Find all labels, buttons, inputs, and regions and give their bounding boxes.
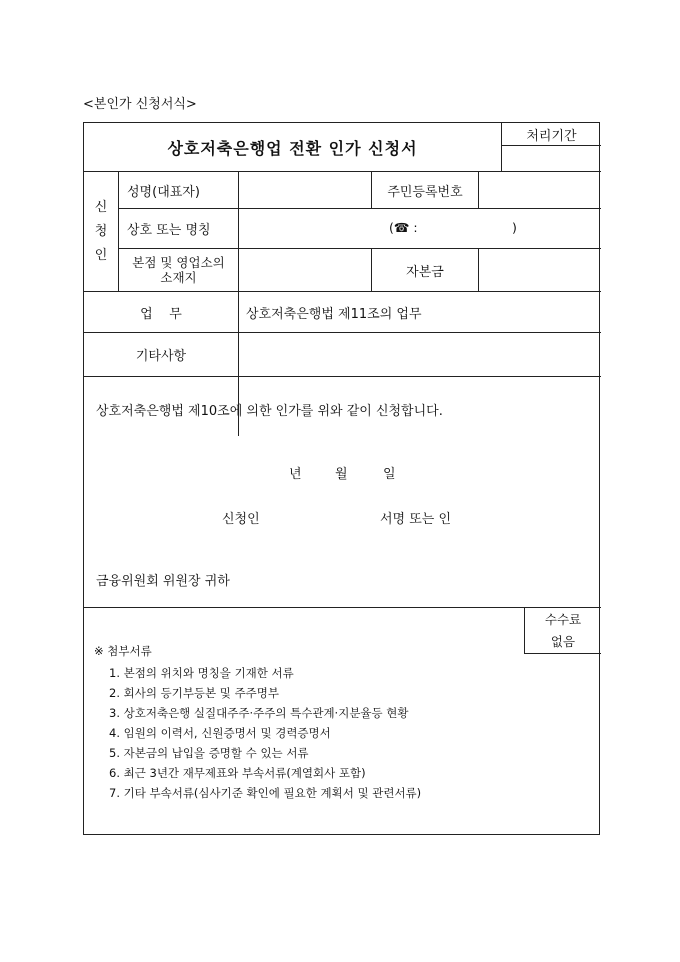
form-title: 상호저축은행업 전환 인가 신청서 [167, 138, 418, 158]
business-label: 업 무 [140, 306, 182, 322]
form-caption: <본인가 신청서식> [83, 97, 197, 112]
processing-period-label: 처리기간 [526, 128, 577, 144]
address-label: 본점 및 영업소의 소재지 [132, 255, 225, 285]
attachment-item: 6. 최근 3년간 재무제표와 부속서류(계열회사 포함) [109, 766, 366, 780]
applicant-side-char: 신 [94, 199, 108, 215]
attachment-item: 7. 기타 부속서류(심사기준 확인에 필요한 계획서 및 관련서류) [109, 786, 422, 800]
application-statement: 상호저축은행법 제10조에 의한 인가를 위와 같이 신청합니다. [96, 404, 443, 419]
business-value: 상호저축은행법 제11조의 업무 [246, 306, 422, 322]
date-year: 년 [289, 467, 302, 482]
resident-id-value [479, 172, 601, 208]
name-label: 성명(대표자) [127, 184, 200, 200]
attachments-title: ※ 첨부서류 [94, 644, 152, 658]
signature-label: 서명 또는 인 [380, 512, 452, 527]
address-value [239, 249, 371, 291]
divider [524, 653, 601, 654]
divider [84, 376, 601, 377]
attachment-item: 2. 회사의 등기부등본 및 주주명부 [109, 686, 280, 700]
fee-label: 수수료 [544, 612, 582, 627]
phone-close: ) [512, 220, 517, 235]
applicant-sign-label: 신청인 [222, 512, 260, 527]
addressee: 금융위원회 위원장 귀하 [96, 574, 230, 589]
name-value [239, 172, 371, 208]
applicant-side-char: 청 [94, 223, 108, 239]
other-label: 기타사항 [135, 349, 187, 364]
capital-label: 자본금 [406, 264, 444, 280]
processing-period-value [502, 146, 601, 171]
other-value [239, 333, 601, 376]
phone-open: (☎ : [389, 220, 418, 235]
attachment-item: 3. 상호저축은행 실질대주주·주주의 특수관계·지분율등 현황 [109, 706, 409, 720]
application-form [83, 122, 600, 835]
capital-value [479, 249, 601, 291]
trade-name-label: 상호 또는 명칭 [127, 223, 211, 238]
date-day: 일 [383, 467, 396, 482]
attachment-item: 4. 임원의 이력서, 신원증명서 및 경력증명서 [109, 726, 331, 740]
attachment-item: 5. 자본금의 납입을 증명할 수 있는 서류 [109, 746, 309, 760]
attachment-item: 1. 본점의 위치와 명칭을 기재한 서류 [109, 666, 294, 680]
fee-value: 없음 [550, 633, 576, 649]
divider [238, 171, 239, 436]
date-month: 월 [335, 467, 348, 482]
applicant-side-char: 인 [94, 247, 108, 263]
resident-id-label: 주민등록번호 [387, 184, 463, 200]
applicant-side-label [84, 172, 118, 291]
